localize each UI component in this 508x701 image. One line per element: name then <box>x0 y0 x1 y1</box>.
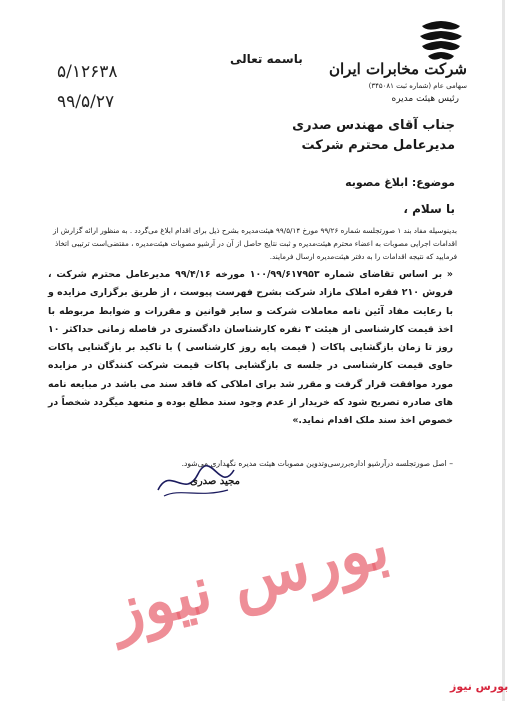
reference-number: ۵/۱۲۶۳۸ <box>57 62 118 82</box>
company-name: شرکت مخابرات ایران <box>329 60 467 78</box>
recipient-name: جناب آقای مهندس صدری <box>292 118 455 133</box>
archive-note: – اصل صورتجلسه درآرشیو اداره‌بررسی‌وتدوین مصوبات هیئت مدیره نگهداری می‌شود. <box>181 459 453 468</box>
footer-brand: بورس نیوز <box>450 680 508 693</box>
greeting: با سلام ، <box>403 202 455 216</box>
intro-paragraph: بدینوسیله مفاد بند ۱ صورتجلسه شماره ۹۹/۲۶ مورخ ۹۹/۵/۱۴ هیئت‌مدیره بشرح ذیل برای اقدام ابلاغ می‌گردد . به منظور ارائه گزارش از اقدامات اجرایی مصوبات به اعضاء محترم هیئت‌مدیره و ثبت نتایج حاصل از آن در آرشیو مصوبات هیئت‌مدیره ، مقتضی‌است ترتیبی اتخاذ فرمایید که نتیجه اقدامات را به دفتر هیئت‌مدیره ارسال فرمایند. <box>53 226 457 261</box>
subject-line: موضوع: ابلاغ مصوبه <box>345 176 455 189</box>
signatory-name: مجید صدری <box>190 476 240 487</box>
watermark-text: بورس نیوز <box>103 507 397 650</box>
recipient-title: مدیرعامل محترم شرکت <box>301 138 455 153</box>
company-logo-icon <box>416 18 466 64</box>
letter-date: ۹۹/۵/۲۷ <box>57 92 115 112</box>
company-registration: سهامی عام (شماره ثبت ۳۴۵۰۸۱) <box>368 82 467 90</box>
ceo-label: رئیس هیئت مدیره <box>391 94 459 104</box>
resolution-paragraph: « بر اساس تقاضای شماره ۱۰۰/۹۹/۶۱۷۹۵۳ مورخه ۹۹/۴/۱۶ مدیرعامل محترم شرکت ، فروش ۲۱۰ فقره املاک مازاد شرکت بشرح فهرست پیوست ، از طریق برگزاری مزایده و با رعایت مفاد آئین نامه معاملات شرکت و سایر قوانین و مقررات و ضوابط مربوطه با اخذ قیمت کارشناسی از هیئت ۳ نفره کارشناسان دادگستری در فاصله زمانی حداکثر ۱۰ روز تا زمان بازگشایی پاکات ( قیمت پایه روز کارشناسی ) با تاکید بر بازگشایی پاکات حاوی قیمت کارشناسی در جلسه ی بازگشایی پاکات قیمت شرکت کنندگان در مزایده مورد موافقت قرار گرفت و مقرر شد برای املاکی که فاقد سند می باشد در مبایعه نامه های صادره تصریح شود که خریدار از عدم وجود سند مطلع بوده و متعهد میگردد شخصاً در خصوص اخذ سند ملک اقدام نماید.» <box>48 269 454 427</box>
scan-edge <box>502 0 505 701</box>
besm-heading: باسمه تعالی <box>230 52 303 66</box>
bourse-news-watermark <box>103 490 397 650</box>
